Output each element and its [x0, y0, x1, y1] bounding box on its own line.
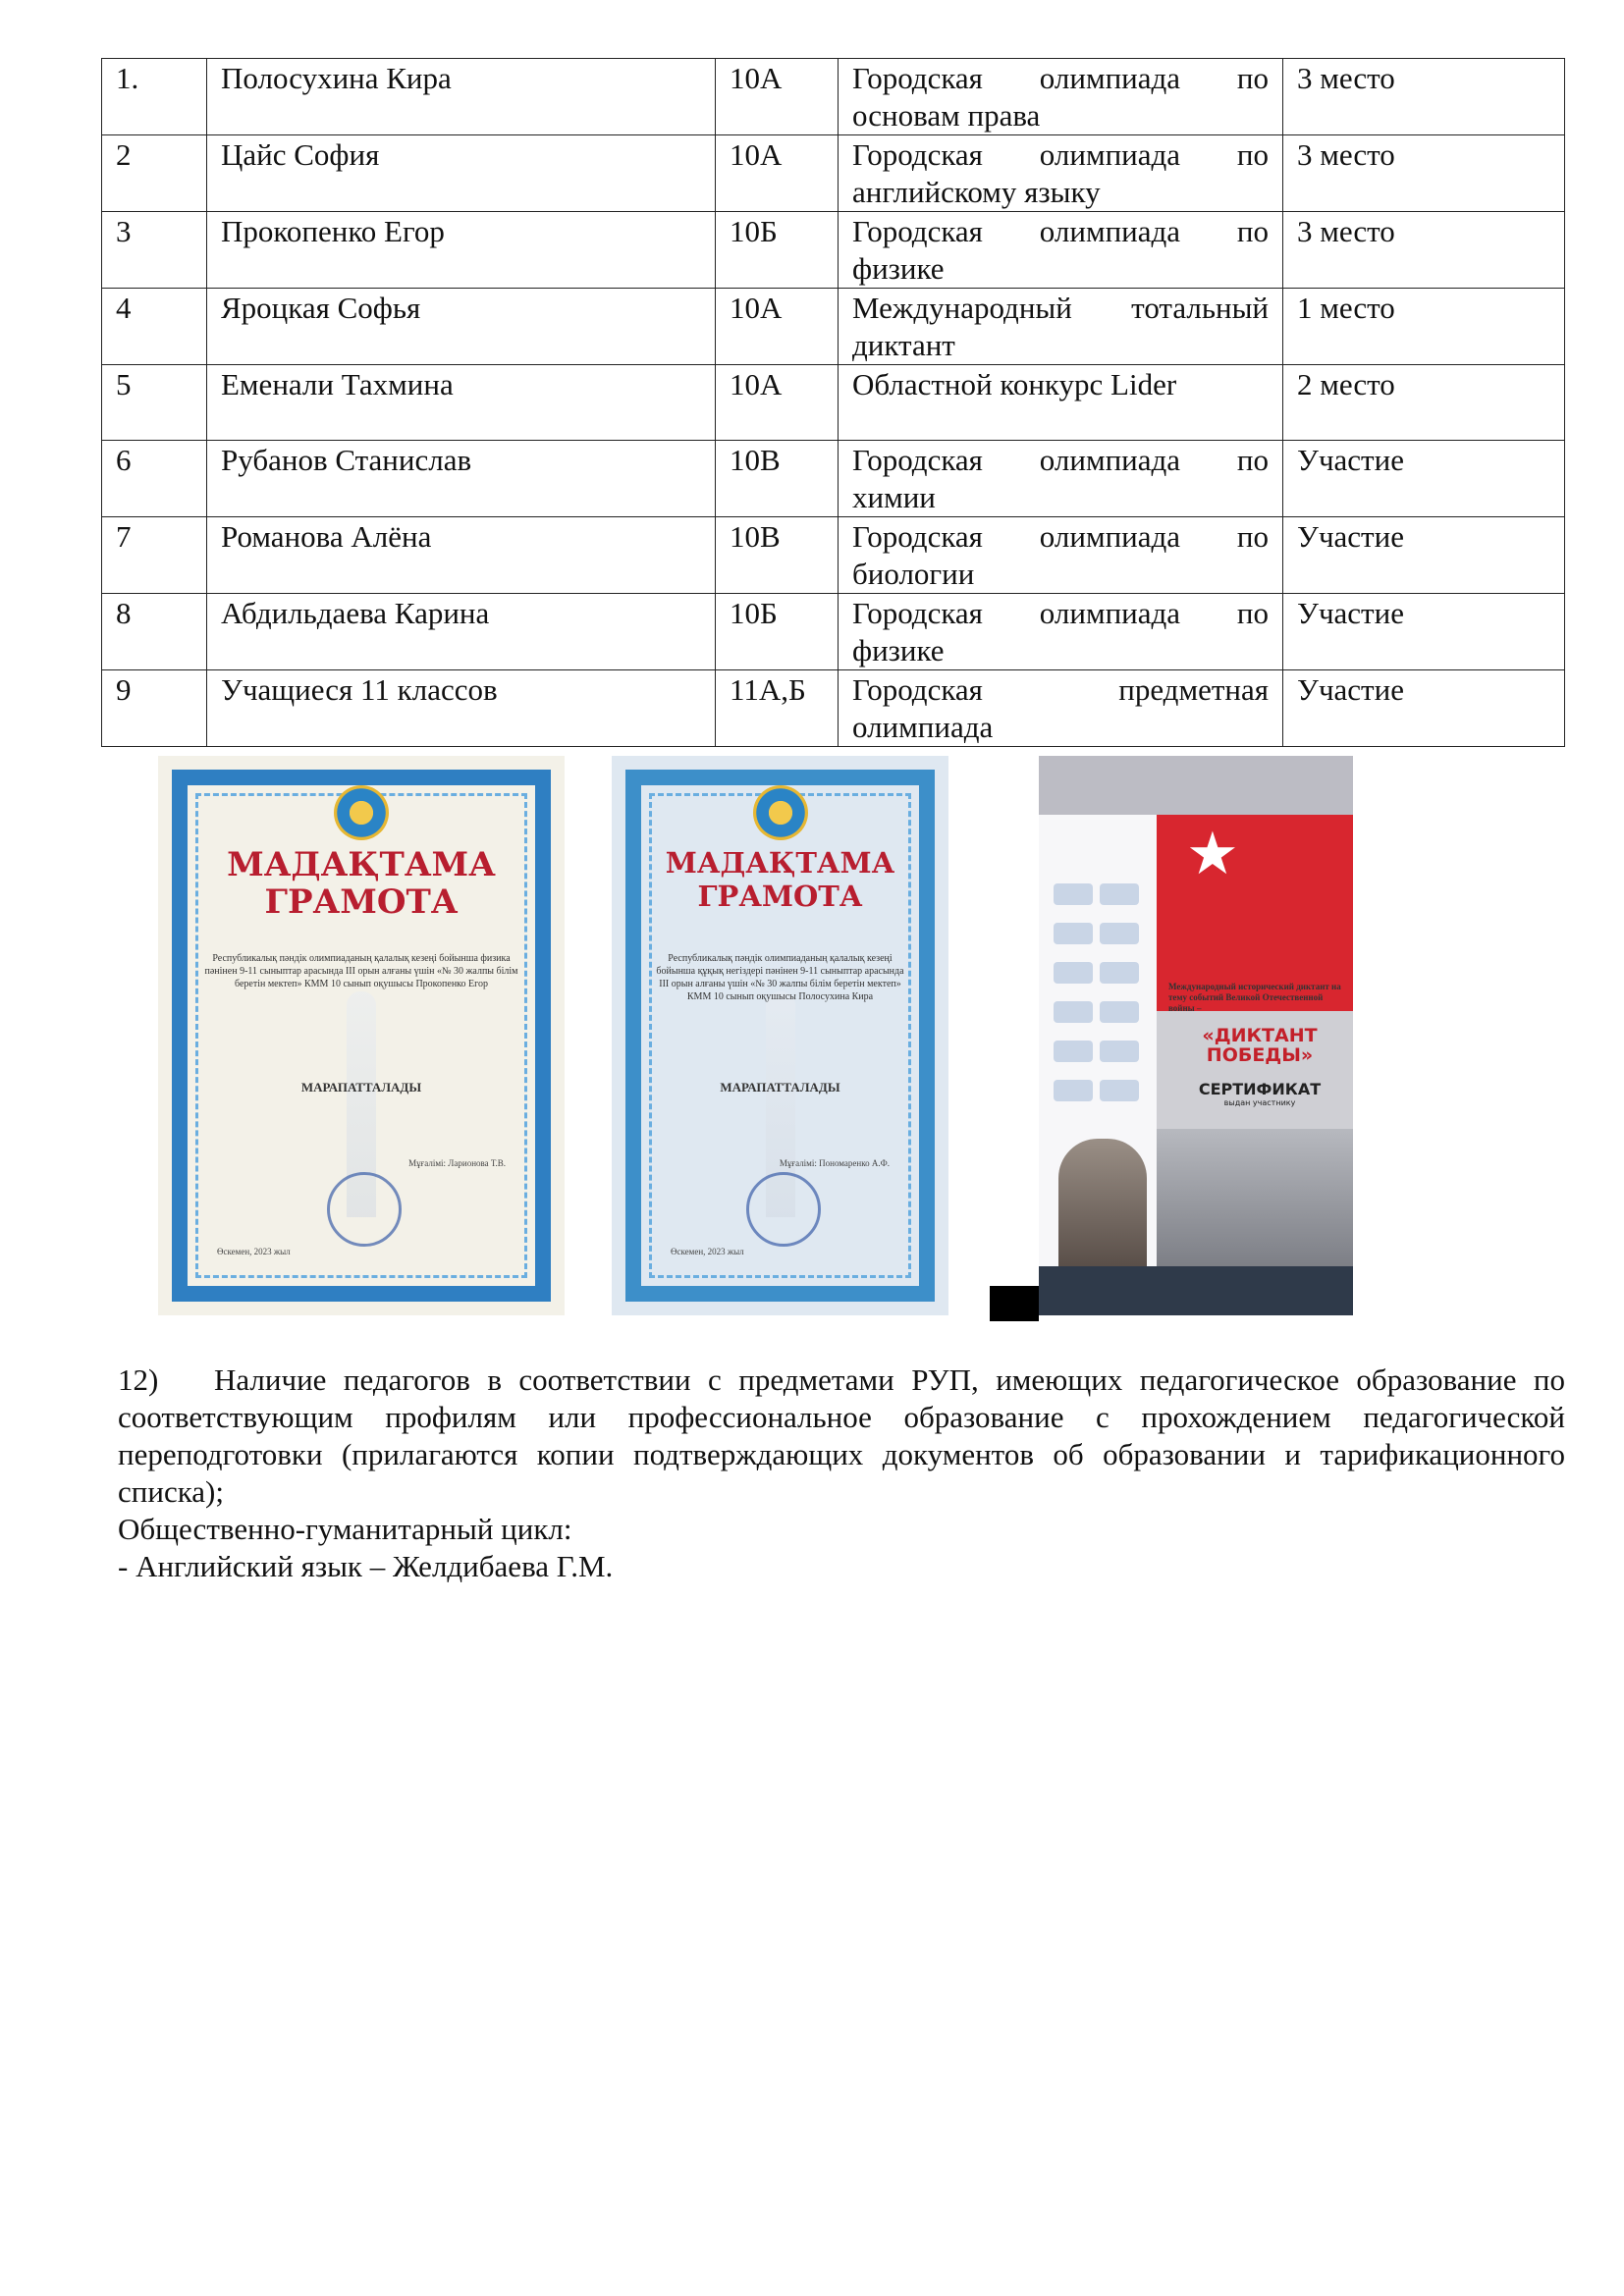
- certificate-label: СЕРТИФИКАТ выдан участнику: [1198, 1080, 1322, 1107]
- table-row: [102, 212, 1565, 289]
- dictant-title: «ДИКТАНТ ПОБЕДЫ»: [1202, 1025, 1318, 1066]
- table-row: [102, 135, 1565, 212]
- certificate-award: МАРАПАТТАЛАДЫ: [720, 1080, 840, 1095]
- student-class: 10А: [716, 365, 839, 441]
- table-row: [102, 517, 1565, 594]
- result: 1 место: [1283, 289, 1565, 365]
- student-class: 11А,Б: [716, 670, 839, 747]
- event-name: Городская олимпиада по физике: [839, 212, 1283, 289]
- table-row: [102, 365, 1565, 441]
- certificate-footer: Өскемен, 2023 жыл: [217, 1247, 291, 1256]
- row-number: 1.: [102, 59, 207, 135]
- certificate-teacher: Мұғалімі: Пономаренко А.Ф.: [779, 1158, 890, 1168]
- certificate-photo-polosukhina: [612, 756, 948, 1315]
- student-name: Учащиеся 11 классов: [207, 670, 716, 747]
- result: Участие: [1283, 594, 1565, 670]
- certificate-photo-prokopenko: [158, 756, 565, 1315]
- certificate-footer: Өскемен, 2023 жыл: [671, 1247, 744, 1256]
- black-redaction-block: [990, 1286, 1039, 1321]
- student-class: 10А: [716, 289, 839, 365]
- results-table: [101, 58, 1565, 747]
- event-name: Городская олимпиада по химии: [839, 441, 1283, 517]
- event-name: Областной конкурс Lider: [839, 365, 1283, 441]
- table-row: [102, 59, 1565, 135]
- table-row: [102, 289, 1565, 365]
- student-name: Полосухина Кира: [207, 59, 716, 135]
- certificate-body-text: Республикалық пәндік олимпиаданың қалалық кезеңі бойынша құқық негіздері пәнінен 9-11 сыныптар арасында III орын алғаны үшін «№ 30 жалпы білім беретін мектеп» КММ 10 сынып оқушысы Полосухина Кира: [656, 953, 904, 1002]
- english-teacher-line: - Английский язык – Желдибаева Г.М.: [118, 1549, 614, 1583]
- result: Участие: [1283, 517, 1565, 594]
- soldiers-photo: [1157, 1129, 1353, 1266]
- paragraph-12: [118, 1362, 1565, 1511]
- event-name: Городская предметная олимпиада: [839, 670, 1283, 747]
- result: 2 место: [1283, 365, 1565, 441]
- screen-top-bar: [1039, 756, 1353, 815]
- table-row: [102, 594, 1565, 670]
- student-name: Яроцкая Софья: [207, 289, 716, 365]
- certificate-award: МАРАПАТТАЛАДЫ: [300, 1080, 422, 1095]
- event-name: Городская олимпиада по физике: [839, 594, 1283, 670]
- student-name: Абдильдаева Карина: [207, 594, 716, 670]
- stamp-icon: [746, 1172, 821, 1247]
- girl-photo: [1058, 1139, 1147, 1266]
- stamp-icon: [327, 1172, 402, 1247]
- certificate-body-text: Республикалық пәндік олимпиаданың қалалық кезеңі бойынша физика пәнінен 9-11 сыныптар арасында III орын алғаны үшін «№ 30 жалпы білім беретін мектеп» КММ 10 сынып оқушысы Прокопенко Егор: [204, 953, 518, 989]
- result: Участие: [1283, 670, 1565, 747]
- result: Участие: [1283, 441, 1565, 517]
- row-number: 7: [102, 517, 207, 594]
- certificate-photo-dictant: [1039, 756, 1353, 1315]
- student-class: 10В: [716, 441, 839, 517]
- event-name: Городская олимпиада по основам права: [839, 59, 1283, 135]
- paragraph-text: Наличие педагогов в соответствии с предметами РУП, имеющих педагогическое образование по соответствующим профилям или профессиональное образование с прохождением педагогической переподготовки (прилагаются копии подтверждающих документов об образовании и тарификационного списка);: [118, 1362, 1565, 1509]
- event-name: Международный тотальный диктант: [839, 289, 1283, 365]
- table-row: [102, 670, 1565, 747]
- row-number: 3: [102, 212, 207, 289]
- student-name: Прокопенко Егор: [207, 212, 716, 289]
- kazakhstan-emblem-icon: [334, 785, 389, 840]
- cycle-heading: Общественно-гуманитарный цикл:: [118, 1512, 572, 1546]
- table-row: [102, 441, 1565, 517]
- student-name: Цайс София: [207, 135, 716, 212]
- row-number: 4: [102, 289, 207, 365]
- student-name: Еменали Тахмина: [207, 365, 716, 441]
- certificate-photos: [0, 756, 1624, 1315]
- paragraph-number: 12): [118, 1362, 159, 1397]
- row-number: 2: [102, 135, 207, 212]
- result: 3 место: [1283, 135, 1565, 212]
- certificate-title: МАДАҚТАМА ГРАМОТА: [227, 845, 496, 922]
- event-name: Городская олимпиада по биологии: [839, 517, 1283, 594]
- row-number: 6: [102, 441, 207, 517]
- student-class: 10В: [716, 517, 839, 594]
- screen-bottom-bar: [1039, 1266, 1353, 1315]
- student-class: 10Б: [716, 212, 839, 289]
- certificate-teacher: Мұғалімі: Ларионова Т.В.: [408, 1158, 506, 1168]
- star-icon: ★: [1186, 822, 1239, 886]
- student-name: Романова Алёна: [207, 517, 716, 594]
- result: 3 место: [1283, 212, 1565, 289]
- student-class: 10А: [716, 135, 839, 212]
- student-class: 10А: [716, 59, 839, 135]
- student-name: Рубанов Станислав: [207, 441, 716, 517]
- student-class: 10Б: [716, 594, 839, 670]
- dictant-header: Международный исторический диктант на тему событий Великой Отечественной войны –: [1168, 982, 1341, 1013]
- certificate-title: МАДАҚТАМА ГРАМОТА: [665, 846, 895, 913]
- row-number: 8: [102, 594, 207, 670]
- kazakhstan-emblem-icon: [753, 785, 808, 840]
- event-name: Городская олимпиада по английскому языку: [839, 135, 1283, 212]
- result: 3 место: [1283, 59, 1565, 135]
- row-number: 9: [102, 670, 207, 747]
- row-number: 5: [102, 365, 207, 441]
